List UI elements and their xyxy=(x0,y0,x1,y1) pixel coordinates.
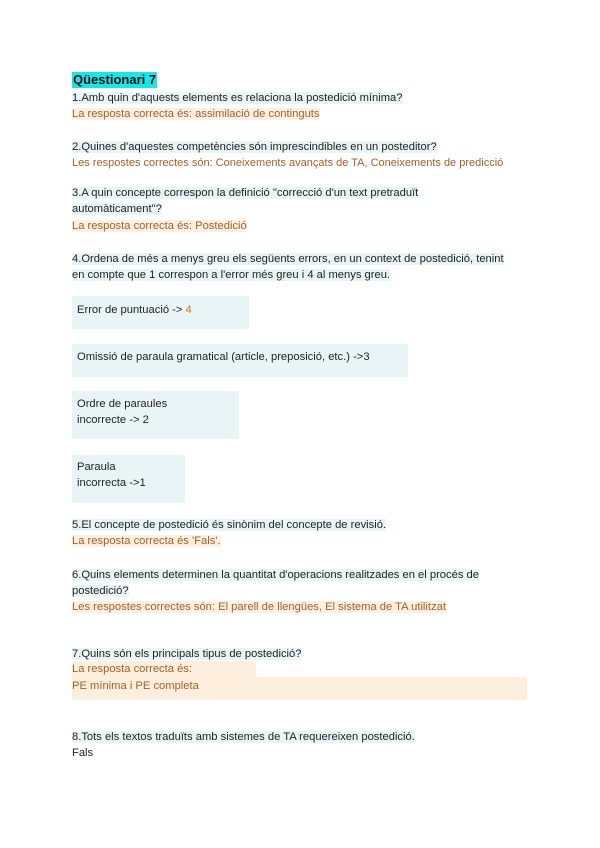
question-3-line-2: automàticament"? xyxy=(72,203,162,215)
question-5: 5.El concepte de postedició és sinònim del concepte de revisió. xyxy=(72,519,387,531)
answer-6: Les respostes correctes són: El parell de llengües, El sistema de TA utilitzat xyxy=(72,601,446,613)
ordering-item-2-text: Omissió de paraula gramatical (article, preposició, etc.) ->3 xyxy=(77,351,370,363)
answer-2: Les respostes correctes són: Coneixements avançats de TA, Coneixements de predicció xyxy=(72,157,504,169)
question-7: 7.Quins són els principals tipus de postedició? xyxy=(72,648,302,660)
ordering-item-4-line-2: incorrecta ->1 xyxy=(77,477,146,489)
ordering-item-4-line-1: Paraula xyxy=(77,461,116,473)
ordering-item-2 xyxy=(72,344,408,377)
question-2: 2.Quines d'aquestes competències són imprescindibles en un posteditor? xyxy=(72,141,437,153)
ordering-item-3-line-1: Ordre de paraules xyxy=(77,398,168,410)
answer-3: La resposta correcta és: Postedició xyxy=(72,220,247,232)
question-3-line-1: 3.A quin concepte correspon la definició "correcció d'un text pretraduït xyxy=(72,187,419,199)
ordering-item-3 xyxy=(72,391,239,439)
answer-5: La resposta correcta és 'Fals'. xyxy=(72,535,221,547)
answer-1: La resposta correcta és: assimilació de continguts xyxy=(72,108,320,120)
page-title: Qüestionari 7 xyxy=(73,72,157,87)
answer-7-line-1: La resposta correcta és: xyxy=(72,663,193,675)
ordering-item-3-line-2: incorrecte -> 2 xyxy=(77,414,149,426)
ordering-item-1-value: 4 xyxy=(185,304,192,316)
question-6-line-2: postedició? xyxy=(72,585,129,597)
question-6-line-1: 6.Quins elements determinen la quantitat d'operacions realitzades en el procés de xyxy=(72,569,479,581)
ordering-item-4 xyxy=(72,455,185,503)
ordering-item-1 xyxy=(72,296,249,329)
question-1: 1.Amb quin d'aquests elements es relaciona la postedició mínima? xyxy=(72,92,403,104)
ordering-item-1-text: Error de puntuació -> 4 xyxy=(77,304,192,316)
question-4-line-2: en compte que 1 correspon a l'error més greu i 4 al menys greu. xyxy=(72,269,391,281)
answer-8: Fals xyxy=(72,747,94,759)
answer-7-line-2: PE mínima i PE completa xyxy=(72,680,199,692)
question-4-line-1: 4.Ordena de més a menys greu els següents errors, en un context de postedició, tenint xyxy=(72,253,504,265)
question-8: 8.Tots els textos traduïts amb sistemes de TA requereixen postedició. xyxy=(72,731,415,743)
